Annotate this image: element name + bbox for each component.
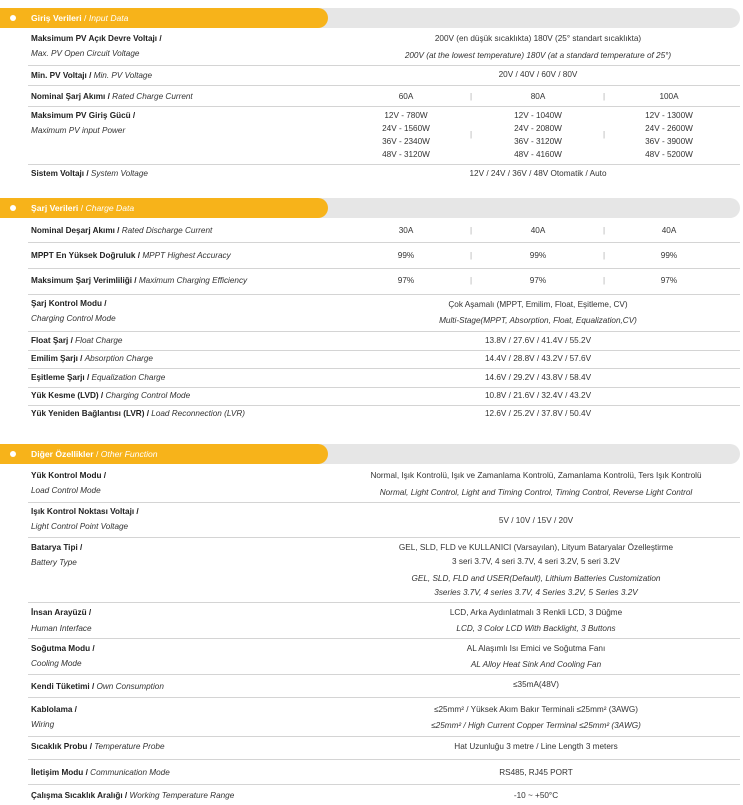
section-header-other: Diğer Özellikler / Other Function bbox=[0, 444, 743, 464]
row-label-lvr: Yük Yeniden Bağlantısı (LVR) / Load Reconnection (LVR) bbox=[31, 409, 246, 418]
row-label-max-power: Maksimum PV Giriş Gücü / bbox=[31, 111, 136, 120]
row-label-absorption: Emilim Şarjı / Absorption Charge bbox=[31, 354, 153, 363]
value-max-voc-tr: 200V (en düşük sıcaklıkta) 180V (25° standart sıcaklıkta) bbox=[434, 34, 642, 43]
row-label-cooling: Soğutma Modu / bbox=[31, 644, 95, 653]
row-label-efficiency: Maksimum Şarj Verimliliği / Maximum Charging Efficiency bbox=[31, 276, 248, 285]
bullet-icon bbox=[10, 15, 16, 21]
row-label-max-voc: Maksimum PV Açık Devre Voltajı / bbox=[31, 34, 162, 43]
row-label-consumption: Kendi Tüketimi / Own Consumption bbox=[31, 682, 164, 691]
row-label-battery: Batarya Tipi / bbox=[31, 543, 83, 552]
row-label-hmi: İnsan Arayüzü / bbox=[31, 608, 92, 617]
row-label-wiring: Kablolama / bbox=[31, 705, 77, 714]
row-label-light-point: Işık Kontrol Noktası Voltajı / bbox=[31, 507, 139, 516]
row-label-rated-current: Nominal Şarj Akımı / Rated Charge Current bbox=[31, 92, 193, 101]
row-label-lvd: Yük Kesme (LVD) / Charging Control Mode bbox=[31, 391, 191, 400]
section-header-charge: Şarj Verileri / Charge Data bbox=[0, 198, 743, 218]
row-label-system-voltage: Sistem Voltajı / System Voltage bbox=[31, 169, 148, 178]
row-label-discharge: Nominal Deşarj Akımı / Rated Discharge Current bbox=[31, 226, 213, 235]
row-label-min-pv: Min. PV Voltajı / Min. PV Voltage bbox=[31, 71, 153, 80]
row-label-mppt: MPPT En Yüksek Doğruluk / MPPT Highest Accuracy bbox=[31, 251, 231, 260]
bullet-icon bbox=[10, 205, 16, 211]
section-header-input: Giriş Verileri / Input Data bbox=[0, 8, 743, 28]
row-label-work-temp: Çalışma Sıcaklık Aralığı / Working Temperature Range bbox=[31, 791, 235, 800]
row-label-equalization: Eşitleme Şarjı / Equalization Charge bbox=[31, 373, 166, 382]
row-label-charge-mode: Şarj Kontrol Modu / bbox=[31, 299, 107, 308]
row-label-float: Float Şarj / Float Charge bbox=[31, 336, 123, 345]
value-max-voc-en: 200V (at the lowest temperature) 180V (at a standard temperature of 25°) bbox=[404, 51, 672, 60]
bullet-icon bbox=[10, 451, 16, 457]
row-label-comm: İletişim Modu / Communication Mode bbox=[31, 768, 170, 777]
row-label-load-mode: Yük Kontrol Modu / bbox=[31, 471, 107, 480]
row-label-temp-probe: Sıcaklık Probu / Temperature Probe bbox=[31, 742, 165, 751]
